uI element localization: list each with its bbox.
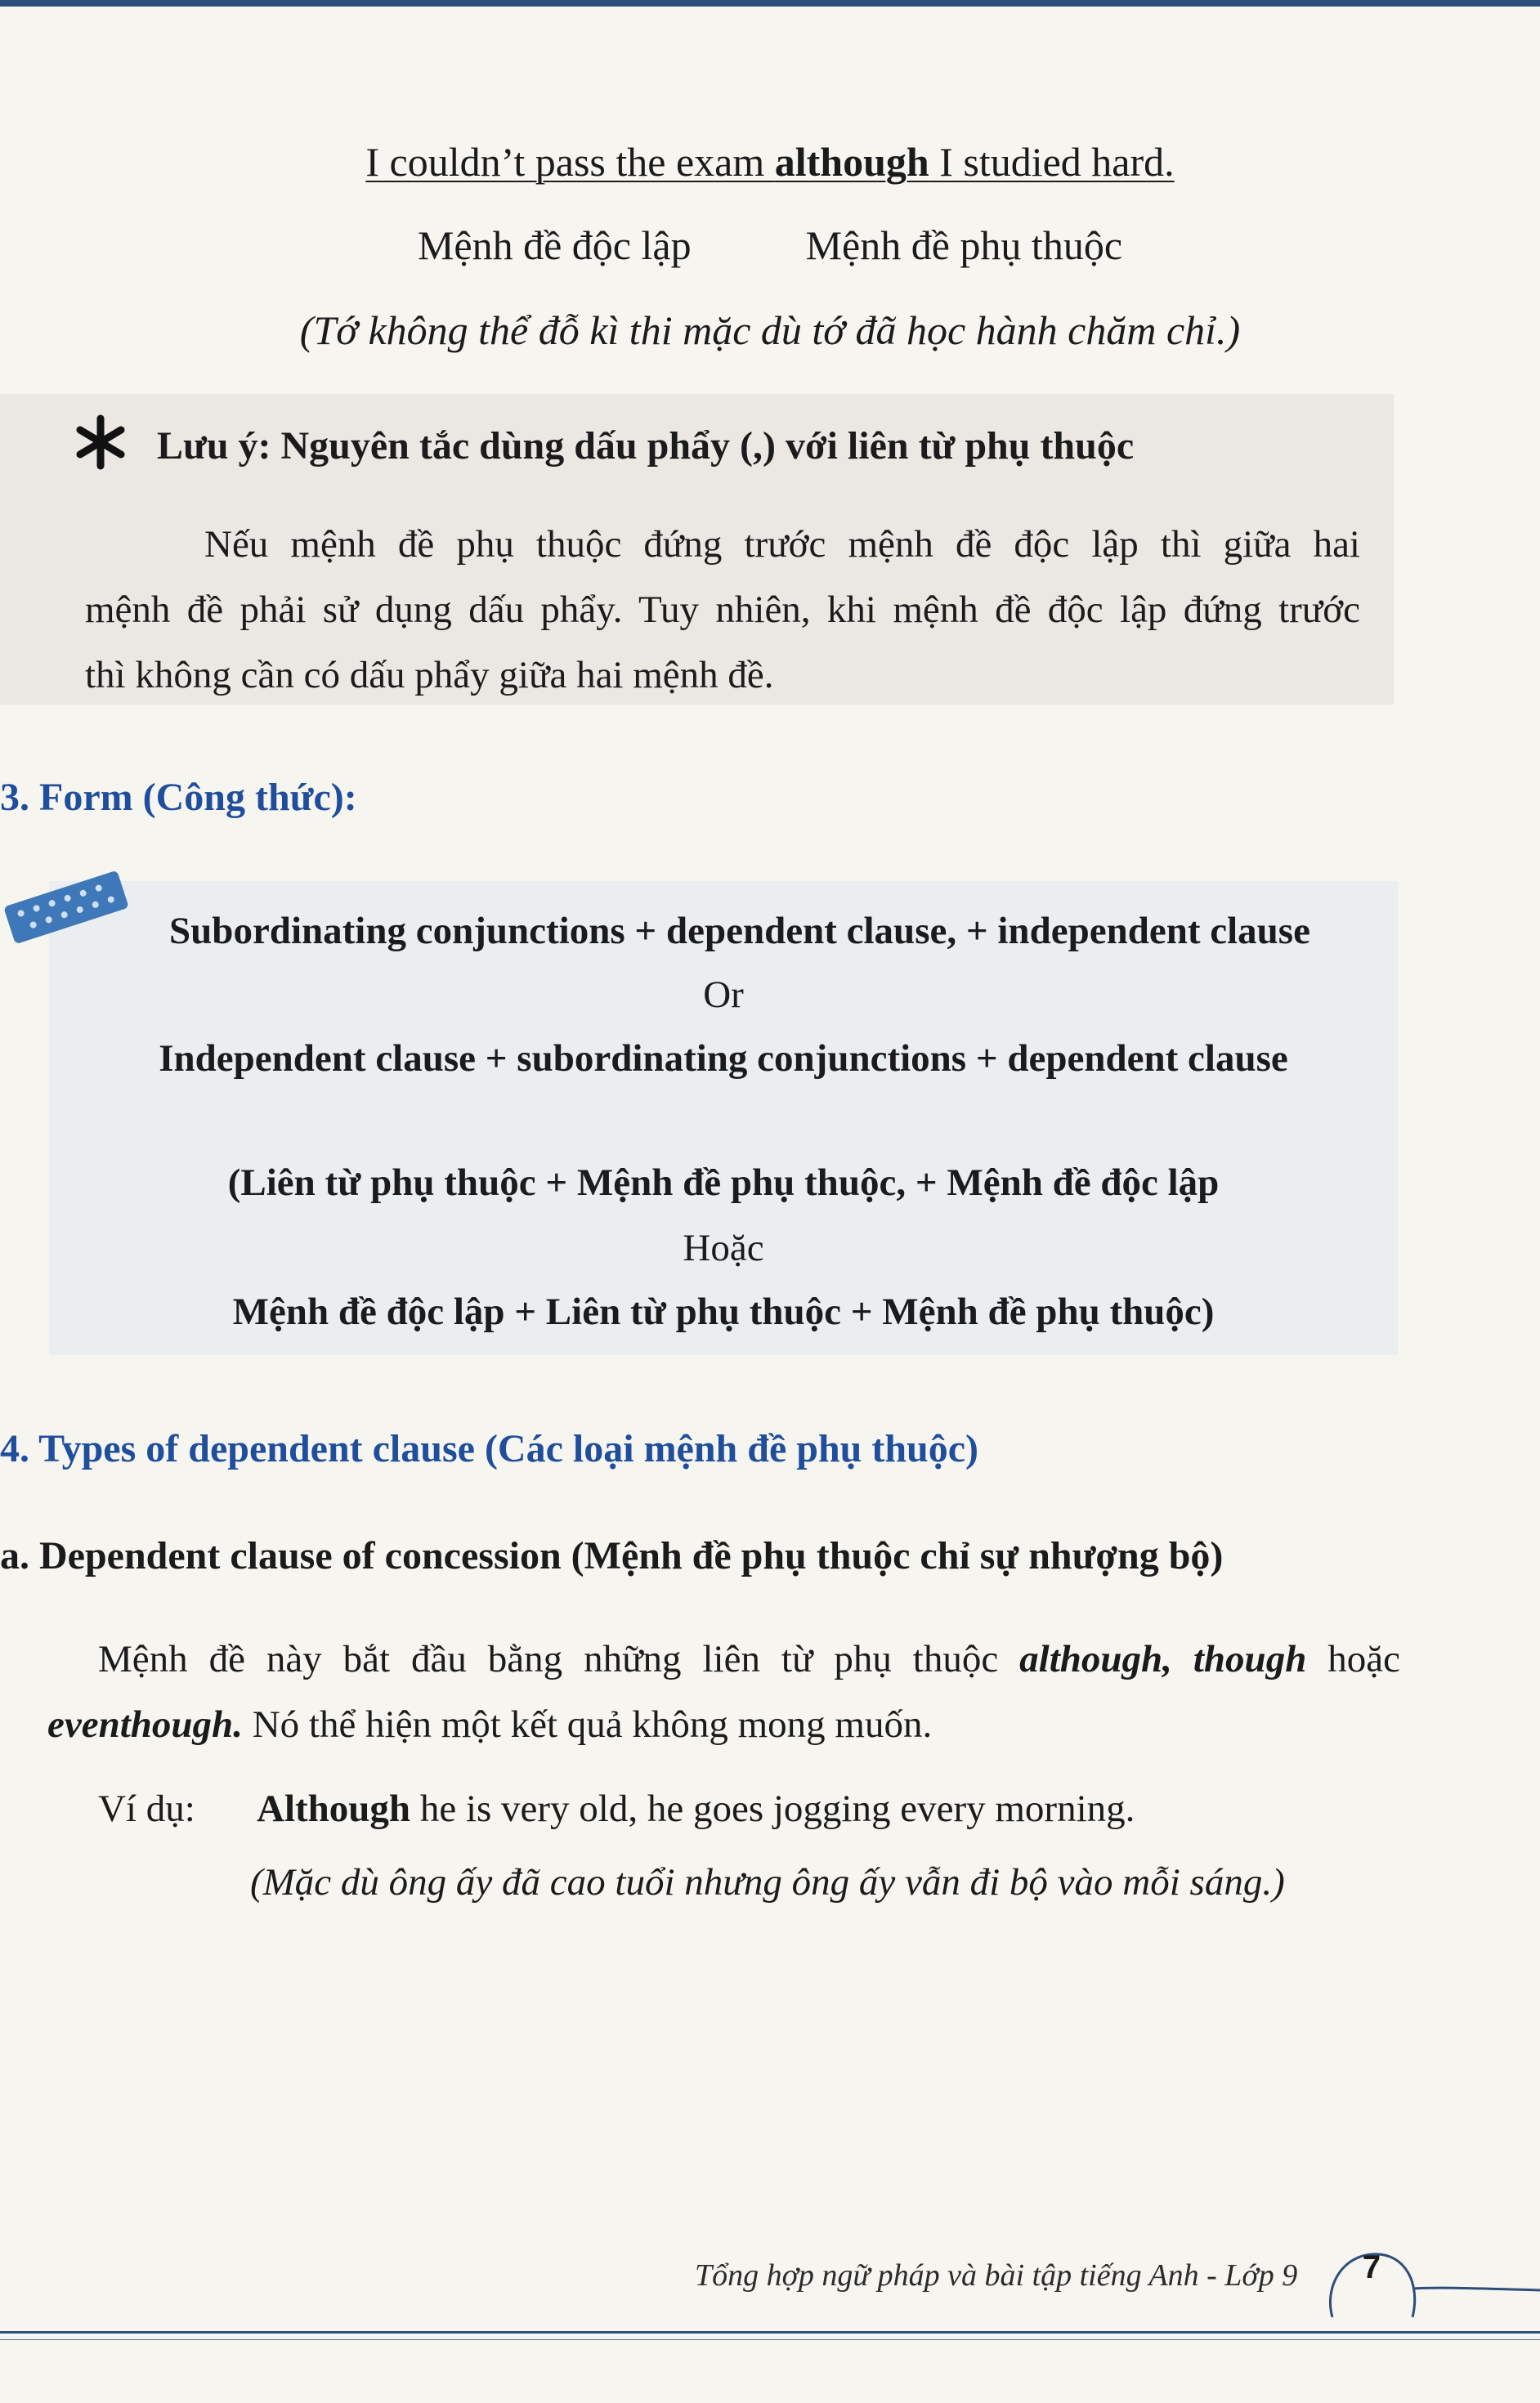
- example-sentence: I couldn’t pass the exam although I studied hard.: [365, 139, 1175, 185]
- note-title: Lưu ý: Nguyên tắc dùng dấu phẩy (,) với liên từ phụ thuộc: [157, 424, 1135, 468]
- footer-rule: [0, 2331, 1540, 2334]
- section-4-heading: 4. Types of dependent clause (Các loại mệnh đề phụ thuộc): [0, 1427, 978, 1470]
- note-body: Nếu mệnh đề phụ thuộc đứng trước mệnh đề độc lập thì giữa hai mệnh đề phải sử dụng dấu phẩy. Tuy nhiên, khi mệnh đề độc lập đứng trước thì không cần có dấu phẩy giữa hai mệnh đề.: [85, 523, 1360, 696]
- example-english: Although he is very old, he goes jogging every morning.: [257, 1788, 1135, 1830]
- asterisk-icon: [72, 414, 129, 471]
- label-dependent: Mệnh đề phụ thuộc: [805, 222, 1123, 268]
- label-independent: Mệnh đề độc lập: [417, 222, 692, 268]
- example-vietnamese: (Mặc dù ông ấy đã cao tuổi nhưng ông ấy vẫn đi bộ vào mỗi sáng.): [250, 1861, 1285, 1904]
- formula-1: Subordinating conjunctions + dependent clause, + independent clause: [169, 910, 1310, 952]
- formula-vi-2: Mệnh đề độc lập + Liên từ phụ thuộc + Mệnh đề phụ thuộc): [232, 1291, 1215, 1333]
- top-border: [0, 0, 1540, 7]
- book-title: Tổng hợp ngữ pháp và bài tập tiếng Anh - Lớp 9: [695, 2258, 1298, 2293]
- footer-rule-thin: [0, 2339, 1540, 2340]
- page-number: 7: [1362, 2249, 1381, 2285]
- subsection-a-paragraph: Mệnh đề này bắt đầu bằng những liên từ phụ thuộc although, though hoặc eventhough. Nó thể hiện một kết quả không mong muốn.: [47, 1638, 1400, 1746]
- clause-labels: [0, 221, 1540, 270]
- example-translation: (Tớ không thể đỗ kì thi mặc dù tớ đã học hành chăm chỉ.): [299, 307, 1241, 353]
- example-conjunction: although: [774, 139, 929, 185]
- section-3-heading: 3. Form (Công thức):: [0, 776, 357, 819]
- subsection-a-heading: a. Dependent clause of concession (Mệnh đề phụ thuộc chỉ sự nhượng bộ): [0, 1534, 1224, 1577]
- formula-2: Independent clause + subordinating conjunctions + dependent clause: [159, 1037, 1288, 1080]
- formula-vi-1: (Liên từ phụ thuộc + Mệnh đề phụ thuộc, + Mệnh đề độc lập: [227, 1161, 1220, 1204]
- formula-or: Or: [703, 973, 744, 1016]
- example-label: Ví dụ:: [98, 1788, 195, 1830]
- formula-vi-or: Hoặc: [683, 1227, 764, 1269]
